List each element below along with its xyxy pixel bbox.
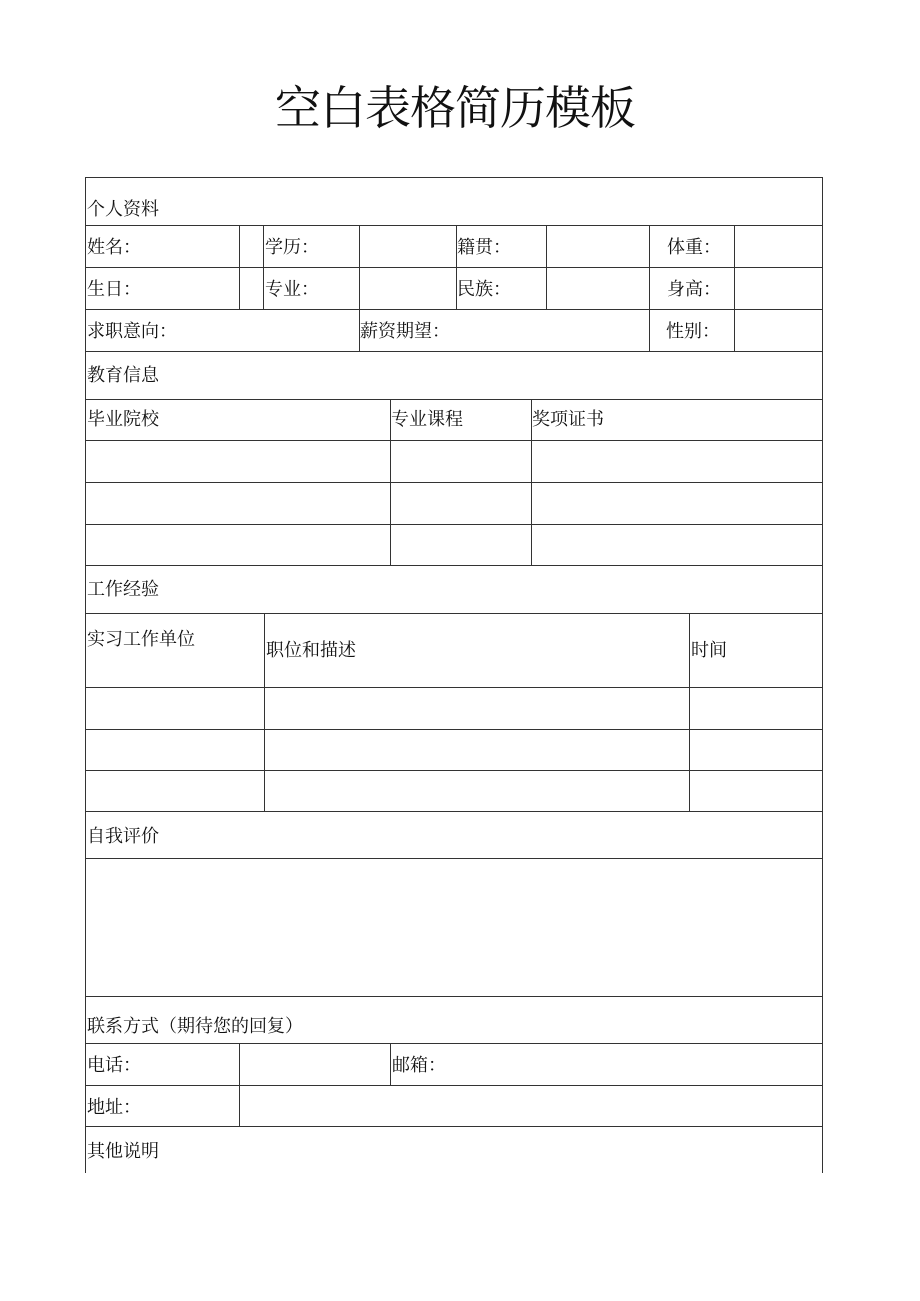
col-header-position: 职位和描述: [266, 640, 356, 661]
row-line: [85, 524, 823, 525]
row-line: [85, 729, 823, 730]
col-line: [390, 1043, 391, 1085]
col-line: [239, 225, 240, 309]
row-line: [85, 770, 823, 771]
row-line: [85, 267, 823, 268]
label-name: 姓名：: [87, 237, 141, 258]
label-ethnicity: 民族：: [457, 279, 511, 300]
label-weight: 体重：: [667, 237, 721, 258]
label-salary-expectation: 薪资期望：: [360, 321, 450, 342]
label-email: 邮箱：: [392, 1055, 446, 1076]
label-job-intention: 求职意向：: [87, 321, 177, 342]
col-line: [734, 225, 735, 351]
row-line: [85, 399, 823, 400]
resume-table: [85, 177, 823, 1173]
col-header-time: 时间: [691, 640, 727, 661]
col-header-courses: 专业课程: [391, 409, 463, 430]
section-header-work: 工作经验: [87, 579, 159, 600]
row-line: [85, 613, 823, 614]
row-line: [85, 1043, 823, 1044]
section-header-personal: 个人资料: [87, 199, 159, 220]
col-line: [546, 225, 547, 309]
col-line: [239, 1043, 240, 1126]
col-line: [649, 225, 650, 351]
border-right: [822, 177, 823, 1173]
page-title: 空白表格简历模板: [275, 81, 635, 135]
col-line: [689, 613, 690, 811]
col-line: [264, 613, 265, 811]
row-line: [85, 351, 823, 352]
row-line: [85, 996, 823, 997]
row-line: [85, 177, 823, 178]
section-header-contact: 联系方式（期待您的回复）: [87, 1016, 303, 1037]
label-native-place: 籍贯：: [457, 237, 511, 258]
label-birthday: 生日：: [87, 279, 141, 300]
label-address: 地址：: [87, 1097, 141, 1118]
section-header-self-evaluation: 自我评价: [87, 826, 159, 847]
border-left: [85, 177, 86, 1173]
section-header-education: 教育信息: [87, 365, 159, 386]
col-header-awards: 奖项证书: [532, 409, 604, 430]
row-line: [85, 1085, 823, 1086]
row-line: [85, 482, 823, 483]
row-line: [85, 440, 823, 441]
label-major: 专业：: [265, 279, 319, 300]
label-phone: 电话：: [87, 1055, 141, 1076]
row-line: [85, 858, 823, 859]
row-line: [85, 565, 823, 566]
row-line: [85, 687, 823, 688]
label-gender: 性别：: [666, 321, 720, 342]
row-line: [85, 225, 823, 226]
row-line: [85, 1126, 823, 1127]
label-education: 学历：: [265, 237, 319, 258]
col-header-school: 毕业院校: [87, 409, 159, 430]
row-line: [85, 811, 823, 812]
col-header-unit: 实习工作单位: [87, 629, 195, 650]
label-height: 身高：: [667, 279, 721, 300]
row-line: [85, 309, 823, 310]
col-line: [263, 225, 264, 309]
section-header-other: 其他说明: [87, 1141, 159, 1162]
